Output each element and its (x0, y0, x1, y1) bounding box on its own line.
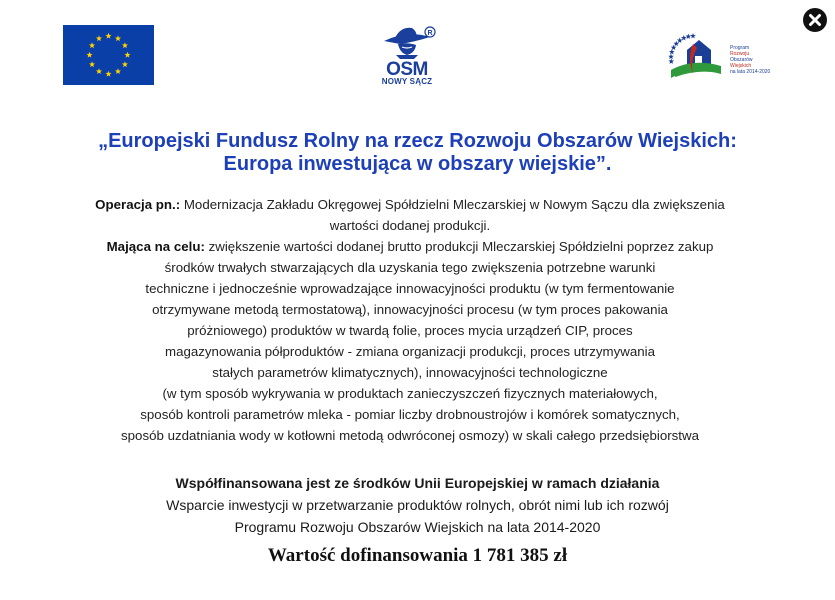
prow-star-icon (677, 37, 683, 42)
goal-line: techniczne i jednocześnie wprowadzające innowacyjności produktu (w tym fermentowanie (145, 281, 675, 296)
cofinancing-info (60, 472, 775, 538)
prow-star-icon (668, 54, 674, 59)
osm-subtitle: NOWY SĄCZ (381, 77, 433, 86)
goal-line: stałych parametrów klimatycznych), innowacyjności technologiczne (212, 365, 608, 380)
cofinancing-line-1: Współfinansowana jest ze środków Unii Europejskiej w ramach działania (175, 475, 660, 491)
goal-line-1 (70, 236, 750, 257)
operation-label: Operacja pn.: (95, 197, 181, 212)
cofinancing-line-2: Wsparcie inwestycji w przetwarzanie produktów rolnych, obrót nimi lub ich rozwój (166, 497, 669, 513)
goal-line: sposób uzdatniania wody w kotłowni metodą odwróconej osmozy) w skali całego przedsiębiorstwa (121, 428, 699, 443)
eu-flag-logo (63, 25, 154, 85)
goal-line: (w tym sposób wykrywania w produktach zanieczyszczeń fizycznych materiałowych, (162, 386, 658, 401)
prow-star-icon (690, 33, 696, 38)
operation-text-1: Modernizacja Zakładu Okręgowej Spółdzielni Mleczarskiej w Nowym Sączu dla zwiększenia (180, 197, 725, 212)
prow-text (730, 45, 775, 75)
goal-line: magazynowania półproduktów - zmiana organizacji produkcji, proces utrzymywania (165, 344, 655, 359)
goal-label: Mająca na celu: (106, 239, 205, 254)
goal-line: środków trwałych stwarzających dla uzyskania tego zwiększenia potrzebne warunki (164, 260, 656, 275)
prow-star-icon (669, 49, 675, 54)
project-description (70, 194, 750, 446)
operation-line-1 (70, 194, 750, 215)
funding-amount: Wartość dofinansowania 1 781 385 zł (267, 545, 568, 566)
prow-star-icon (673, 41, 679, 46)
prow-line-3: Obszarów (730, 57, 753, 63)
headline-line-2: Europa inwestująca w obszary wiejskie”. (223, 153, 612, 175)
goal-line: sposób kontroli parametrów mleka - pomiar liczby drobnoustrojów i komórek somatycznych, (140, 407, 680, 422)
prow-star-icon (685, 34, 691, 39)
osm-mascot-icon (374, 22, 440, 78)
prow-star-icon (671, 45, 677, 50)
headline-line-1: „Europejski Fundusz Rolny na rzecz Rozwoju Obszarów Wiejskich: (98, 130, 737, 152)
prow-line-1: Program (730, 45, 750, 51)
prow-line-5: na lata 2014-2020 (730, 69, 771, 75)
prow-line-4: Wiejskich (730, 63, 752, 69)
goal-line: próżniowego) produktów w twardą folie, proces mycia urządzeń CIP, proces (187, 323, 633, 338)
osm-mark: OSM (386, 59, 428, 78)
operation-line-2: wartości dodanej produkcji. (329, 218, 491, 233)
close-button[interactable] (803, 8, 827, 32)
goal-line: otrzymywane metodą termostatową), innowacyjności procesu (w tym proces pakowania (152, 302, 668, 317)
close-icon (803, 8, 827, 32)
prow-emblem-icon (663, 30, 729, 84)
prow-star-icon (668, 58, 674, 63)
goal-text-1: zwiększenie wartości dodanej brutto produkcji Mleczarskiej Spółdzielni poprzez zakup (204, 239, 714, 254)
svg-text:R: R (427, 30, 433, 37)
osm-logo (374, 22, 440, 90)
prow-line-2: Rozwoju (730, 51, 750, 57)
cofinancing-line-3: Programu Rozwoju Obszarów Wiejskich na lata 2014-2020 (234, 519, 601, 535)
prow-logo (663, 30, 773, 84)
headline (40, 130, 795, 176)
eu-flag-icon (63, 25, 154, 85)
